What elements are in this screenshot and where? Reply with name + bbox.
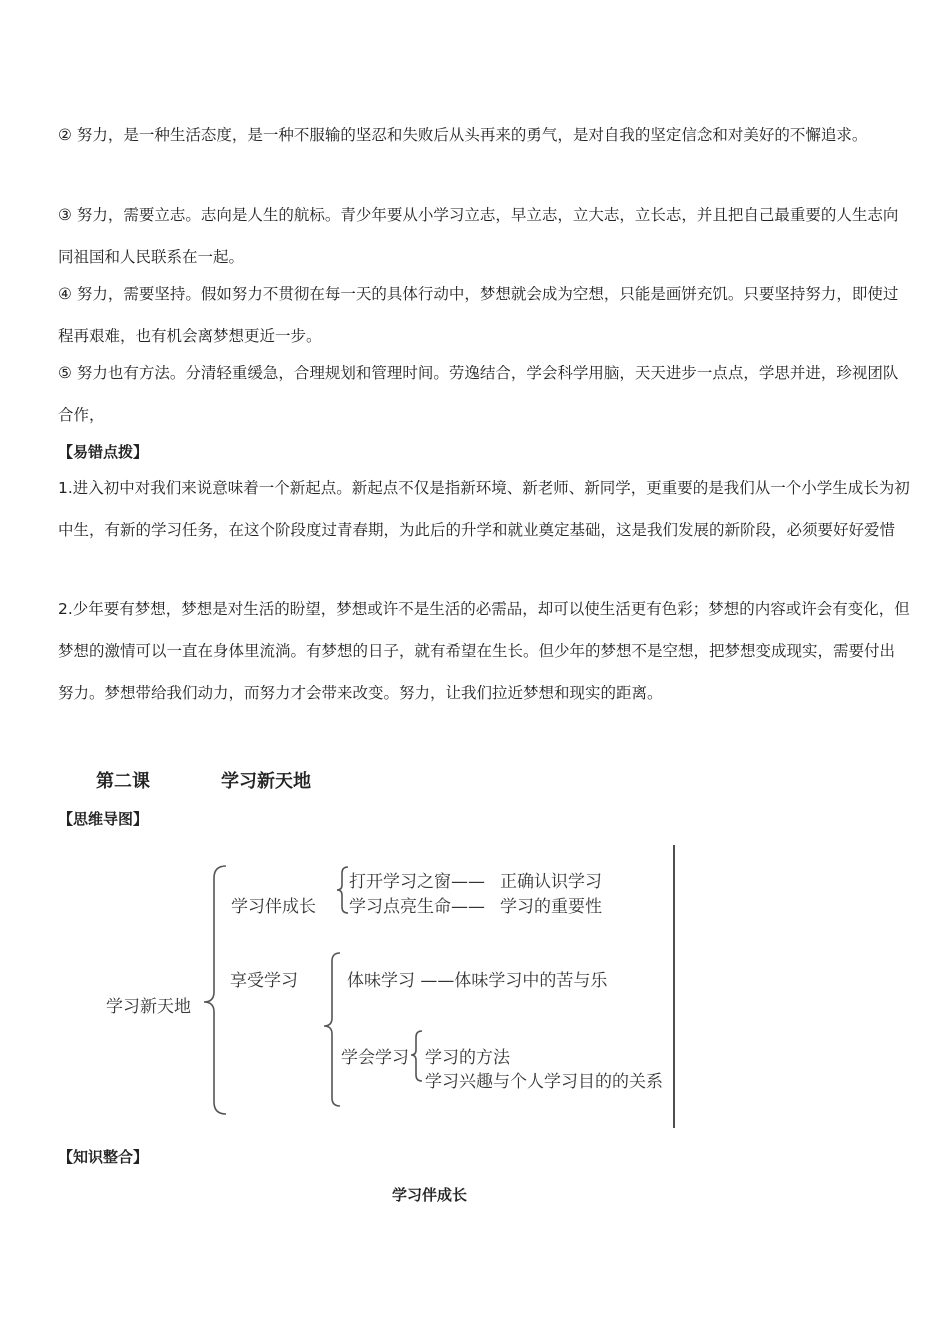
point-4: ④ 努力，需要坚持。假如努力不贯彻在每一天的具体行动中，梦想就会成为空想，只能是画饼充饥。只要坚持努力，即使过程再艰难，也有机会离梦想更近一步。 [58,285,899,345]
mindmap-branch1-row2-left: 学习点亮生命—— [349,897,485,917]
integration-heading: 【知识整合】 [58,1148,149,1166]
tips-heading: 【易错点拨】 [58,443,149,461]
mindmap-branch2-sub1: 体味学习 ——体味学习中的苦与乐 [347,971,608,991]
point-2: ② 努力，是一种生活态度，是一种不服输的坚忍和失败后从头再来的勇气，是对自我的坚定信念和对美好的不懈追求。 [58,126,868,144]
point-5: ⑤ 努力也有方法。分清轻重缓急，合理规划和管理时间。劳逸结合，学会科学用脑，天天进步一点点，学思并进，珍视团队合作， [58,364,899,424]
tip-item-1: 1.进入初中对我们来说意味着一个新起点。新起点不仅是指新环境、新老师、新同学，更重要的是我们从一个小学生成长为初中生，有新的学习任务，在这个阶段度过青春期，为此后的升学和就业奠定基础，这是我们发展的新阶段，必须要好好爱惜 [58,479,910,539]
lesson-number: 第二课 [96,771,150,792]
mindmap-branch2-label: 享受学习 [230,971,298,991]
branch1-brace [337,867,348,913]
tip-item-2: 2.少年要有梦想，梦想是对生活的盼望，梦想或许不是生活的必需品，却可以使生活更有色彩；梦想的内容或许会有变化，但梦想的激情可以一直在身体里流淌。有梦想的日子，就有希望在生长。但少年的梦想不是空想，把梦想变成现实，需要付出努力。梦想带给我们动力，而努力才会带来改变。努力，让我们拉近梦想和现实的距离。 [58,600,910,702]
mindmap-branch2-sub2-item2: 学习兴趣与个人学习目的的关系 [425,1072,663,1092]
mindmap-branch2-sub2-label: 学会学习 [341,1048,409,1068]
mindmap-branch1-row2-right: 学习的重要性 [500,897,602,917]
mindmap-branch1-label: 学习伴成长 [231,897,316,917]
mindmap-heading: 【思维导图】 [58,810,149,828]
integration-subtitle: 学习伴成长 [392,1186,468,1204]
learn-brace [411,1031,422,1081]
mindmap-branch1-row1-left: 打开学习之窗—— [349,872,485,892]
root-brace [204,866,226,1114]
branch2-brace [324,953,340,1106]
mindmap-branch2-sub2-item1: 学习的方法 [425,1048,510,1068]
mindmap-root: 学习新天地 [106,997,191,1017]
mindmap-branch1-row1-right: 正确认识学习 [500,872,602,892]
point-3: ③ 努力，需要立志。志向是人生的航标。青少年要从小学习立志，早立志，立大志，立长志，并且把自己最重要的人生志向同祖国和人民联系在一起。 [58,206,899,266]
lesson-title: 学习新天地 [221,771,311,792]
